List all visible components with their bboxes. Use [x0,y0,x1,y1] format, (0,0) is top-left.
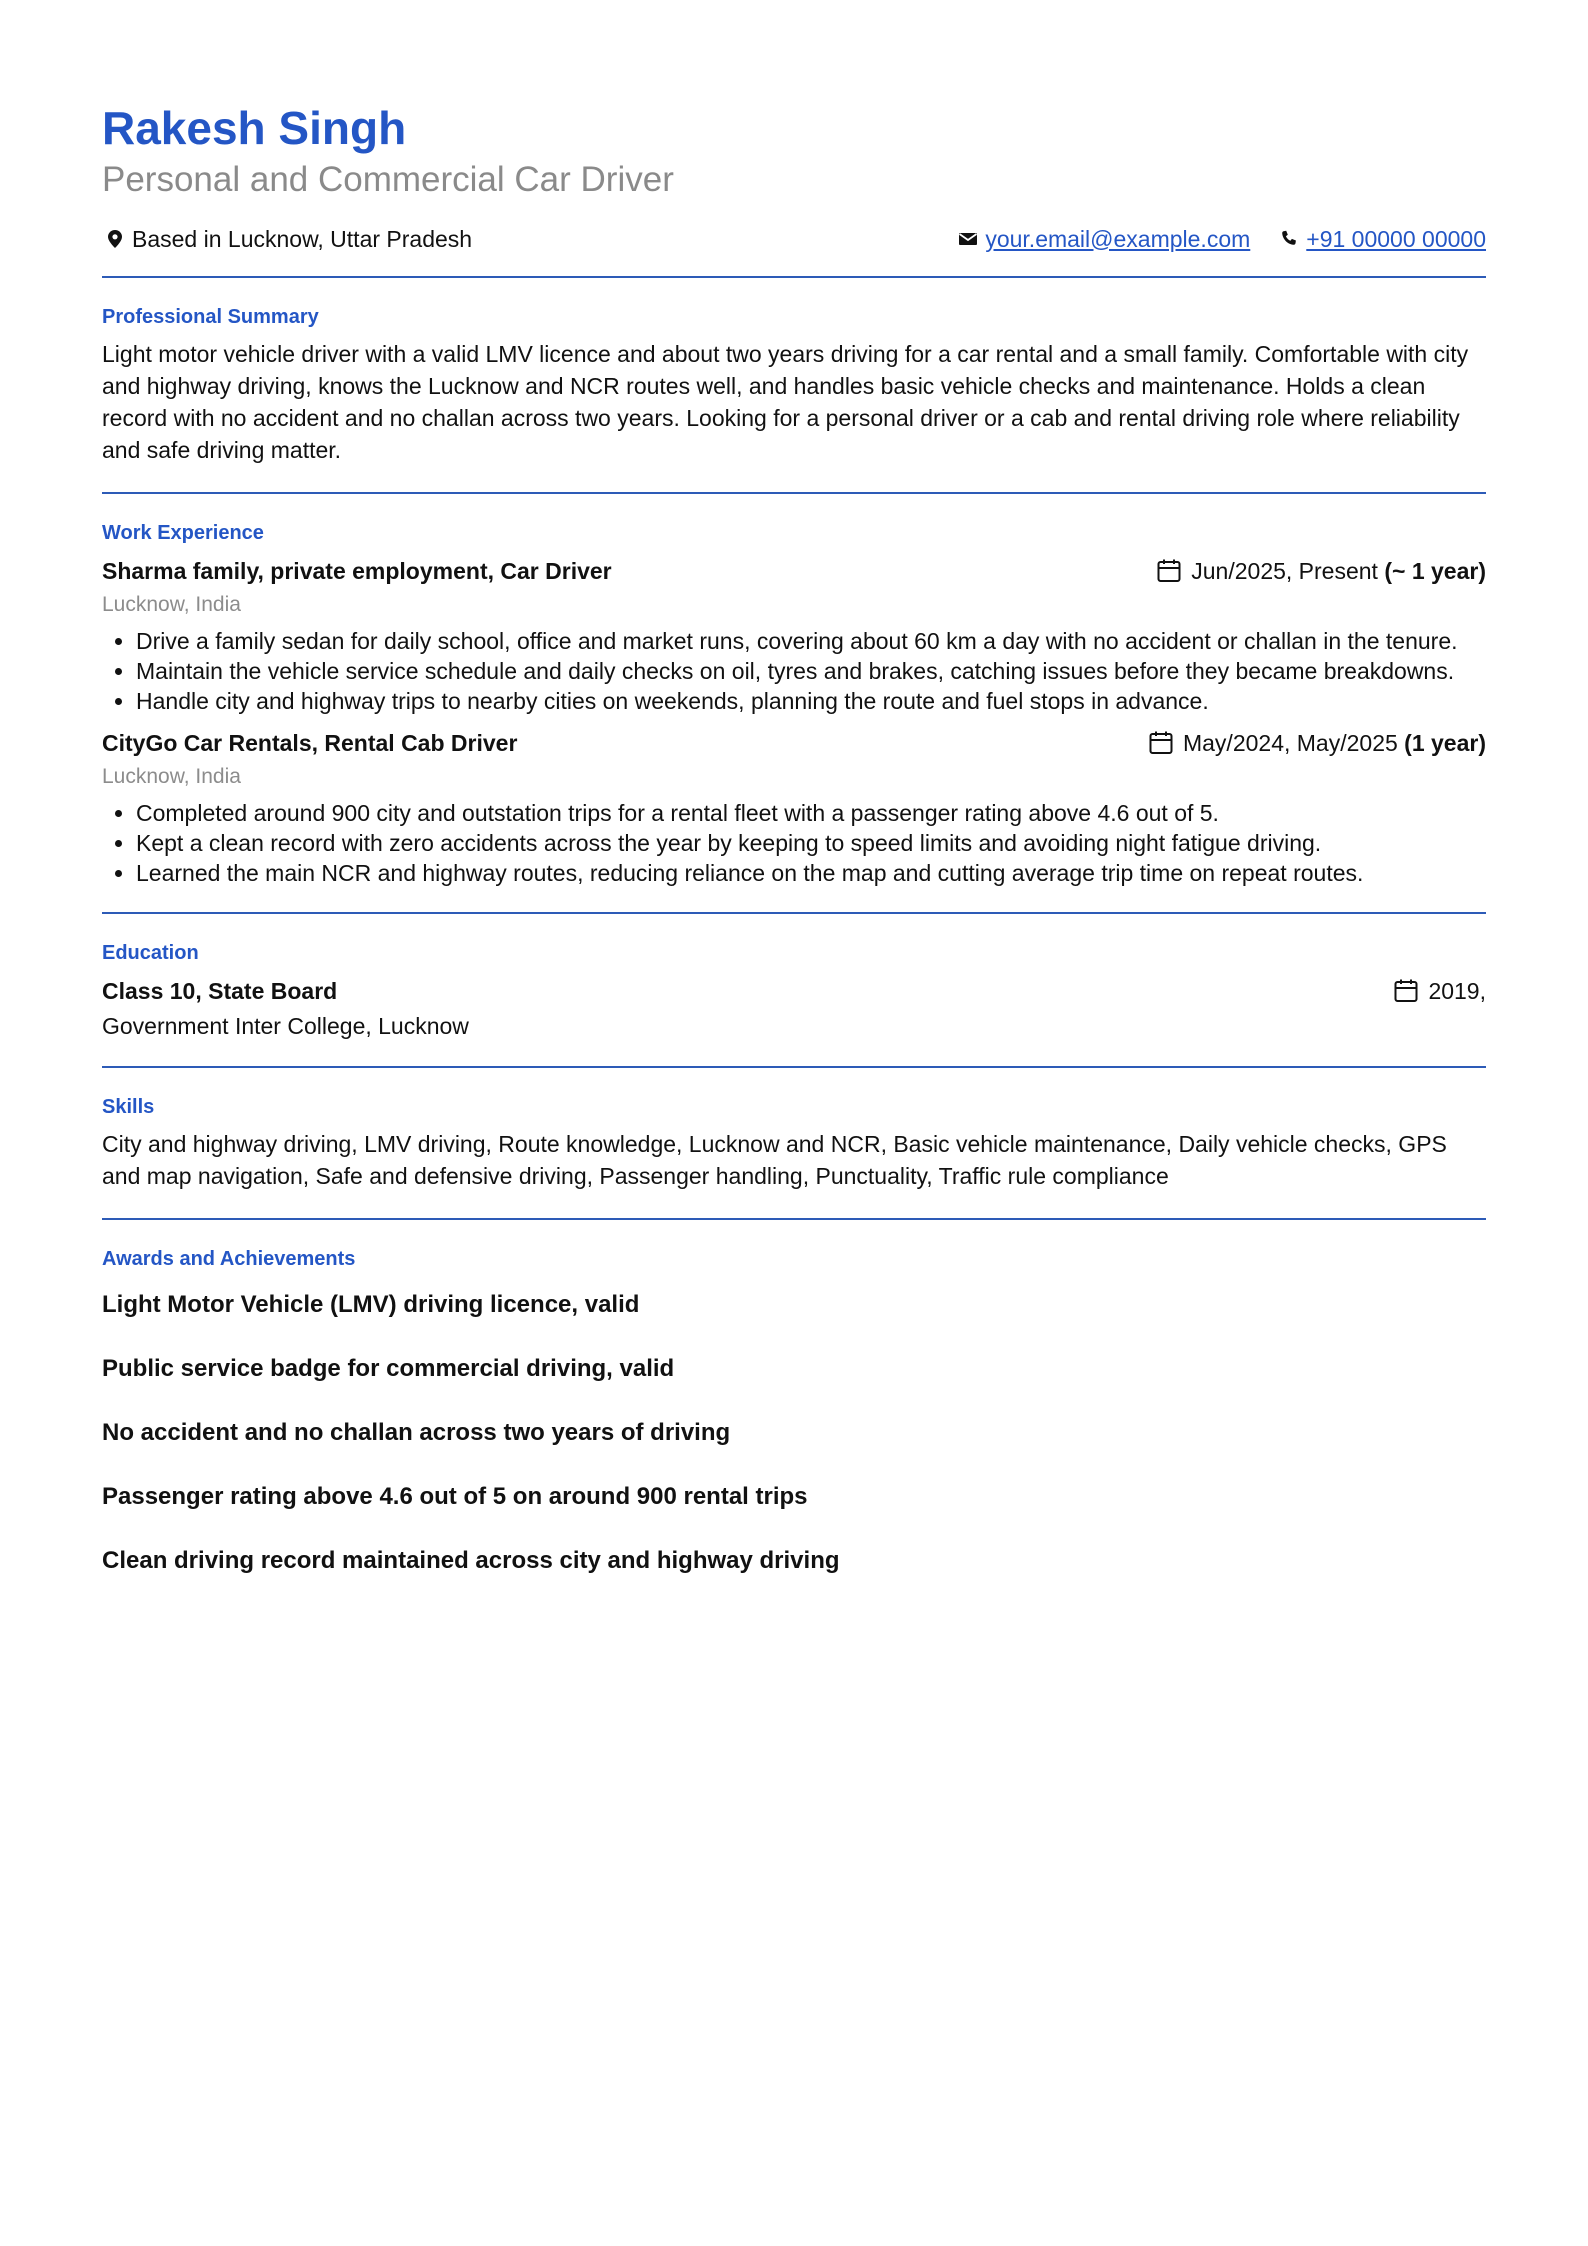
job-employer: Sharma family, private employment [102,558,488,584]
divider [102,912,1486,914]
email-item [955,226,1250,253]
location-text: Based in Lucknow, Uttar Pradesh [132,225,473,252]
award-item: Light Motor Vehicle (LMV) driving licence, valid [102,1291,640,1318]
divider [102,492,1486,494]
candidate-name: Rakesh Singh [102,102,407,154]
job-bullets [102,626,1486,716]
phone-link[interactable]: +91 00000 00000 [1306,225,1486,252]
list-item: • Kept a clean record with zero accidents across the year by keeping to speed limits and avoiding night fatigue driving. [136,828,1486,858]
job-duration: (~ 1 year) [1384,558,1486,584]
divider [102,1066,1486,1068]
job-date-range: Jun/2025, Present [1191,558,1378,584]
skills-text: City and highway driving, LMV driving, Route knowledge, Lucknow and NCR, Basic vehicle maintenance, Daily vehicle checks, GPS and map navigation, Safe and defensive driving, Passenger handling, Punctuality, Traffic rule compliance [102,1131,1447,1189]
education-dates [1392,974,1486,1008]
skills-section [102,1094,1486,1192]
section-heading-experience: Work Experience [102,522,264,544]
section-heading-summary: Professional Summary [102,306,319,328]
award-item: No accident and no challan across two years of driving [102,1419,731,1446]
list-item: • Learned the main NCR and highway routes, reducing reliance on the map and cutting average trip time on repeat routes. [136,858,1486,888]
education-year: 2019, [1428,978,1486,1004]
job-dates [1155,554,1486,588]
list-item: • Maintain the vehicle service schedule and daily checks on oil, tyres and brakes, catching issues before they became breakdowns. [136,656,1486,686]
experience-section [102,520,1486,888]
location-item [102,226,472,253]
candidate-title: Personal and Commercial Car Driver [102,160,674,199]
divider [102,1218,1486,1220]
envelope-icon [955,226,981,252]
job-entry: CityGo Car Rentals, Rental Cab Driver May/2024, May/2025 (1 year) Lucknow, India • Completed around 900 city and outstation trips for a rental fleet with a passenger rating above 4.6 out of 5. • Kept a clean record with zero accidents across the year by keeping to speed limits and avoiding night fatigue driving. • Learned the main NCR and highway routes, reducing reliance on the map and cutting average trip time on repeat routes. [102,726,1486,888]
email-link[interactable]: your.email@example.com [985,225,1251,252]
job-employer: CityGo Car Rentals [102,730,312,756]
job-location: Lucknow, India [102,765,241,788]
job-role: Rental Cab Driver [324,730,518,756]
section-heading-skills: Skills [102,1096,155,1118]
divider [102,276,1486,278]
job-role: Car Driver [500,558,612,584]
section-heading-awards: Awards and Achievements [102,1248,356,1270]
job-date-range: May/2024, May/2025 [1182,730,1398,756]
list-item: • Completed around 900 city and outstation trips for a rental fleet with a passenger rating above 4.6 out of 5. [136,798,1486,828]
education-school: Government Inter College, Lucknow [102,1013,469,1039]
section-heading-education: Education [102,942,199,964]
contact-bar [102,222,1486,256]
map-pin-icon [102,226,128,252]
job-entry: Sharma family, private employment, Car Driver Jun/2025, Present (~ 1 year) Lucknow, India • Drive a family sedan for daily school, office and market runs, covering about 60 km a day with no accident or challan in the tenure. • Maintain the vehicle service schedule and daily checks on oil, tyres and brakes, catching issues before they became breakdowns. • Handle city and highway trips to nearby cities on weekends, planning the route and fuel stops in advance. [102,554,1486,716]
phone-icon [1276,226,1302,252]
summary-text: Light motor vehicle driver with a valid LMV licence and about two years driving for a car rental and a small family. Comfortable with city and highway driving, knows the Lucknow and NCR routes well, and handles basic vehicle checks and maintenance. Holds a clean record with no accident and no challan across two years. Looking for a personal driver or a cab and rental driving role where reliability and safe driving matter. [102,341,1469,463]
calendar-icon [1392,977,1420,1005]
list-item: • Handle city and highway trips to nearby cities on weekends, planning the route and fuel stops in advance. [136,686,1486,716]
awards-section [102,1246,1486,1578]
award-item: Public service badge for commercial driving, valid [102,1355,675,1382]
award-item: Passenger rating above 4.6 out of 5 on around 900 rental trips [102,1483,808,1510]
summary-section [102,304,1486,466]
calendar-icon [1147,729,1175,757]
job-dates [1147,726,1486,760]
job-duration: (1 year) [1404,730,1486,756]
phone-item [1276,226,1486,253]
award-item: Clean driving record maintained across city and highway driving [102,1547,840,1574]
education-section [102,940,1486,1044]
calendar-icon [1155,557,1183,585]
job-bullets [102,798,1486,888]
list-item: • Drive a family sedan for daily school, office and market runs, covering about 60 km a day with no accident or challan in the tenure. [136,626,1486,656]
education-degree: Class 10, State Board [102,978,338,1004]
job-location: Lucknow, India [102,593,241,616]
